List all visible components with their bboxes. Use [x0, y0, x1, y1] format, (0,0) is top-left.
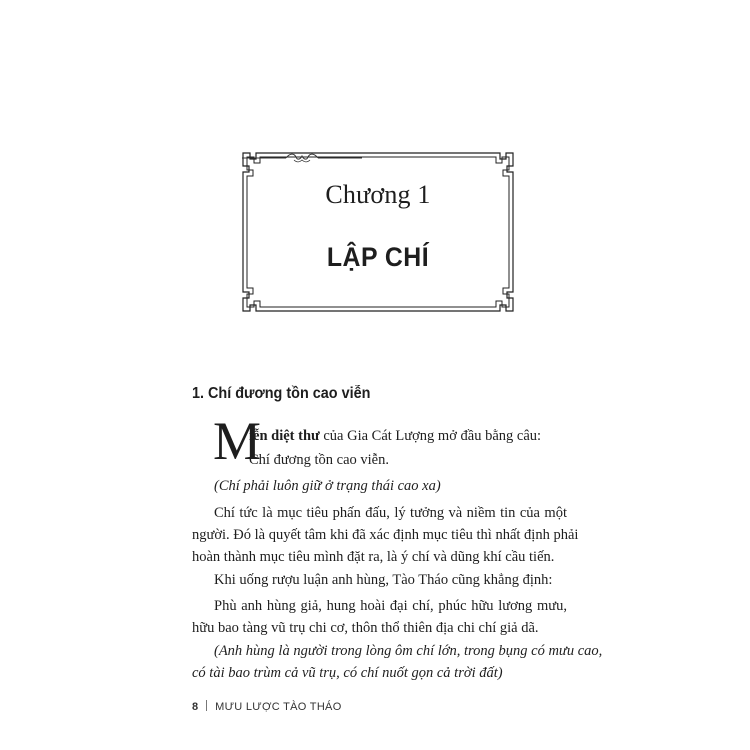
- section-heading: 1. Chí đương tồn cao viễn: [192, 385, 371, 402]
- text-run: của Gia Cát Lượng mở đầu bằng câu:: [319, 428, 542, 444]
- page-footer: [192, 700, 342, 713]
- paragraph-line: người. Đó là quyết tâm khi đã xác định mục tiêu thì nhất định phải: [192, 527, 579, 543]
- paragraph-line: Chí đương tồn cao viễn.: [249, 452, 389, 468]
- quote-line: hữu bao tàng vũ trụ chi cơ, thôn thổ thiên địa chi chí giả dã.: [192, 620, 539, 636]
- translation-line: có tài bao trùm cả vũ trụ, có chí nuốt gọn cả trời đất): [192, 665, 503, 681]
- ornament-divider-icon: [242, 152, 362, 164]
- quote-line: Phù anh hùng giả, hung hoài đại chí, phúc hữu lương mưu,: [214, 598, 567, 614]
- chapter-frame: [242, 152, 514, 312]
- paragraph-line: Khi uống rượu luận anh hùng, Tào Tháo cũng khẳng định:: [214, 572, 553, 588]
- paragraph-line: Chí tức là mục tiêu phấn đấu, lý tưởng và niềm tin của một: [214, 505, 567, 521]
- paragraph-line: hoàn thành mục tiêu mình đặt ra, là ý chí và dũng khí cầu tiến.: [192, 549, 555, 565]
- book-title: MƯU LƯỢC TÀO THÁO: [215, 701, 342, 713]
- translation-line: (Anh hùng là người trong lòng ôm chí lớn, trong bụng có mưu cao,: [214, 643, 603, 659]
- bold-title: iễn diệt thư: [249, 428, 320, 444]
- drop-cap: M: [213, 411, 262, 471]
- chapter-title: LẬP CHÍ: [326, 242, 430, 272]
- frame-border: [242, 152, 514, 312]
- chapter-label: Chương 1: [325, 180, 431, 209]
- translation-line: (Chí phải luôn giữ ở trạng thái cao xa): [214, 478, 441, 494]
- footer-divider: [206, 700, 207, 711]
- page-number: 8: [192, 701, 199, 713]
- paragraph-line: [249, 427, 541, 445]
